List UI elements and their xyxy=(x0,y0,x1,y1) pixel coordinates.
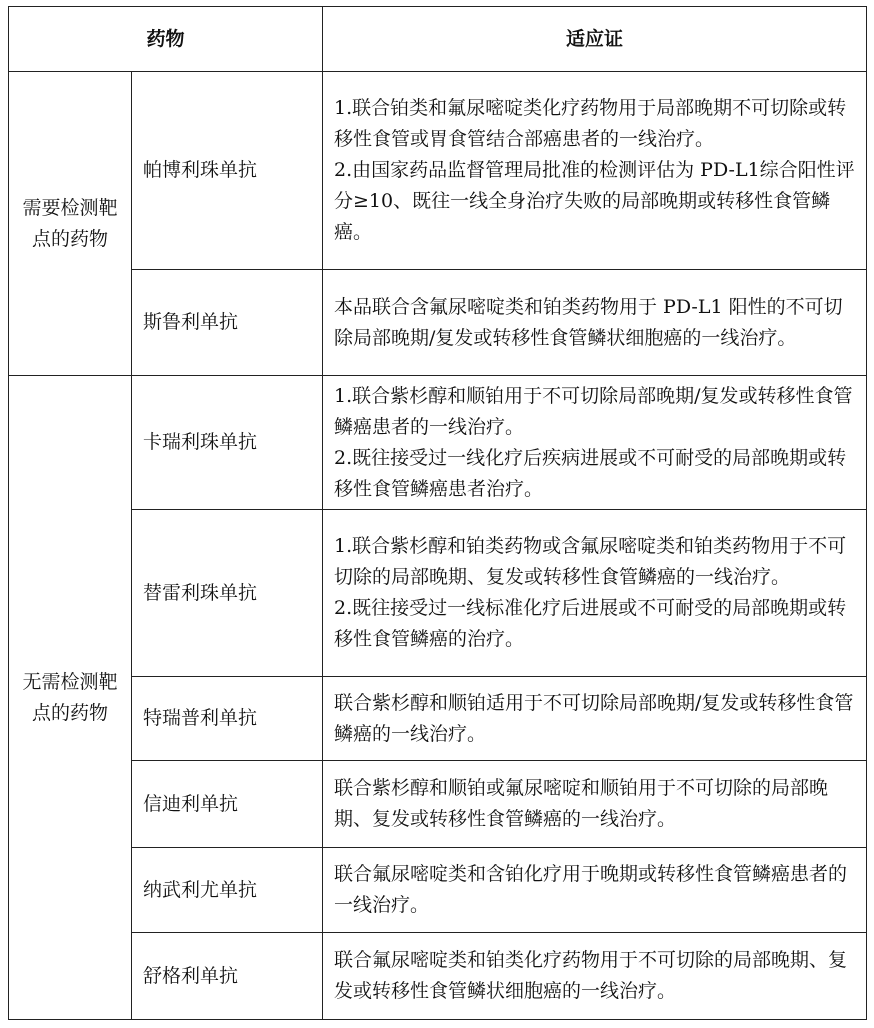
header-drug: 药物 xyxy=(9,7,323,72)
indication-cell xyxy=(323,761,867,848)
drug-name-cell: 帕博利珠单抗 xyxy=(132,72,323,270)
drug-name-cell: 替雷利珠单抗 xyxy=(132,510,323,677)
category-cell: 需要检测靶点的药物 xyxy=(9,72,132,376)
table-row xyxy=(9,72,867,270)
drug-name-cell: 信迪利单抗 xyxy=(132,761,323,848)
indication-item: 2.由国家药品监督管理局批准的检测评估为 PD-L1综合阳性评分≥10、既往一线全身治疗失败的局部晚期或转移性食管鳞癌。 xyxy=(334,159,855,243)
indication-item: 2.既往接受过一线标准化疗后进展或不可耐受的局部晚期或转移性食管鳞癌的治疗。 xyxy=(334,597,847,650)
indication-item: 1.联合紫杉醇和铂类药物或含氟尿嘧啶类和铂类药物用于不可切除的局部晚期、复发或转移性食管鳞癌的一线治疗。 xyxy=(334,535,847,588)
drug-name-cell: 纳武利尤单抗 xyxy=(132,848,323,933)
indication-cell xyxy=(323,510,867,677)
indication-item: 2.既往接受过一线化疗后疾病进展或不可耐受的局部晚期或转移性食管鳞癌患者治疗。 xyxy=(334,446,847,500)
indication-item: 联合紫杉醇和顺铂或氟尿嘧啶和顺铂用于不可切除的局部晚期、复发或转移性食管鳞癌的一线治疗。 xyxy=(334,777,829,830)
indication-item: 1.联合铂类和氟尿嘧啶类化疗药物用于局部晚期不可切除或转移性食管或胃食管结合部癌患者的一线治疗。 xyxy=(334,97,847,150)
indication-cell xyxy=(323,376,867,510)
table-row xyxy=(9,510,867,677)
drug-indication-table xyxy=(8,6,867,1020)
table-header-row xyxy=(9,7,867,72)
drug-name-cell: 特瑞普利单抗 xyxy=(132,677,323,761)
drug-name-cell: 卡瑞利珠单抗 xyxy=(132,376,323,510)
indication-item: 联合氟尿嘧啶类和含铂化疗用于晚期或转移性食管鳞癌患者的一线治疗。 xyxy=(334,863,848,916)
indication-item: 本品联合含氟尿嘧啶类和铂类药物用于 PD-L1 阳性的不可切除局部晚期/复发或转移性食管鳞状细胞癌的一线治疗。 xyxy=(334,295,843,349)
category-cell: 无需检测靶点的药物 xyxy=(9,376,132,1020)
indication-item: 联合紫杉醇和顺铂适用于不可切除局部晚期/复发或转移性食管鳞癌的一线治疗。 xyxy=(334,691,854,745)
table-row xyxy=(9,270,867,376)
table-row xyxy=(9,761,867,848)
indication-cell xyxy=(323,848,867,933)
drug-name-cell: 斯鲁利单抗 xyxy=(132,270,323,376)
indication-item: 联合氟尿嘧啶类和铂类化疗药物用于不可切除的局部晚期、复发或转移性食管鳞状细胞癌的一线治疗。 xyxy=(334,949,848,1002)
header-indication: 适应证 xyxy=(323,7,867,72)
table-row xyxy=(9,677,867,761)
indication-cell xyxy=(323,677,867,761)
indication-cell xyxy=(323,270,867,376)
indication-item: 1.联合紫杉醇和顺铂用于不可切除局部晚期/复发或转移性食管鳞癌患者的一线治疗。 xyxy=(334,384,853,438)
table-row xyxy=(9,848,867,933)
drug-name-cell: 舒格利单抗 xyxy=(132,933,323,1020)
indication-cell xyxy=(323,933,867,1020)
indication-cell xyxy=(323,72,867,270)
table-row xyxy=(9,376,867,510)
table-row xyxy=(9,933,867,1020)
